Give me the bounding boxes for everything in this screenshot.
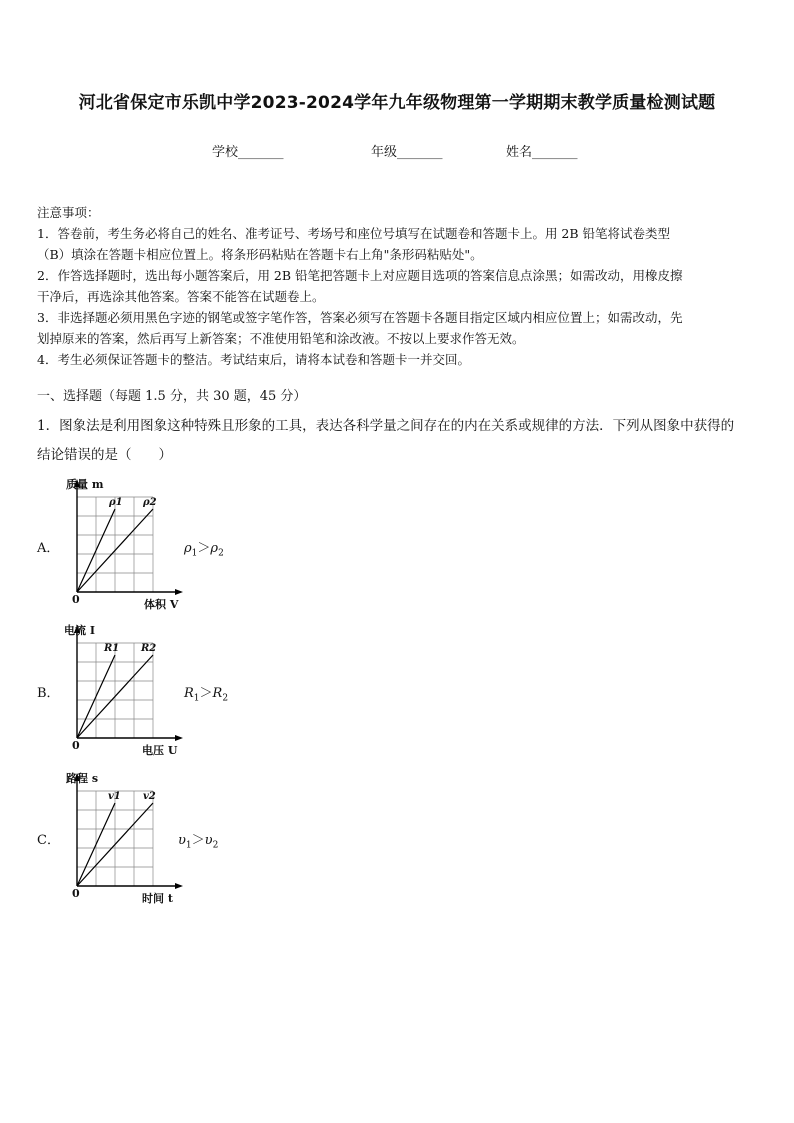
notes-heading: 注意事项： bbox=[37, 205, 100, 220]
graph-grid bbox=[77, 643, 153, 738]
school-field: 学校_______ bbox=[212, 145, 284, 160]
exam-notes bbox=[37, 202, 759, 370]
x-axis-label: 电压 U bbox=[142, 744, 178, 757]
option-c-graph bbox=[60, 770, 190, 910]
x-axis-arrow-icon bbox=[175, 735, 183, 741]
option-a-label: A． bbox=[37, 541, 60, 556]
origin-label: 0 bbox=[72, 887, 80, 900]
exam-title: 河北省保定市乐凯中学2023-2024学年九年级物理第一学期期末教学质量检测试题 bbox=[78, 93, 716, 113]
option-c-conclusion: $\upsilon_1>\upsilon_2$ bbox=[178, 833, 219, 851]
graph-grid bbox=[77, 497, 153, 592]
y-axis-label: 电流 I bbox=[64, 624, 95, 637]
note-line: 划掉原来的答案，然后再写上新答案；不准使用铅笔和涂改液。不按以上要求作答无效。 bbox=[37, 331, 525, 346]
section-heading: 一、选择题（每题 1.5 分，共 30 题，45 分） bbox=[37, 389, 307, 404]
series-label-2: v2 bbox=[143, 791, 156, 802]
x-axis-arrow-icon bbox=[175, 883, 183, 889]
question-text-line2: 结论错误的是（ ） bbox=[37, 447, 172, 463]
origin-label: 0 bbox=[72, 739, 80, 752]
option-a-conclusion: $\rho_1>\rho_2$ bbox=[184, 541, 224, 559]
grade-field: 年级_______ bbox=[371, 145, 443, 160]
note-line: 1．答卷前，考生务必将自己的姓名、准考证号、考场号和座位号填写在试题卷和答题卡上。用 2B 铅笔将试卷类型 bbox=[37, 226, 671, 241]
note-line: （B）填涂在答题卡相应位置上。将条形码粘贴在答题卡右上角"条形码粘贴处"。 bbox=[37, 247, 483, 262]
note-line: 2．作答选择题时，选出每小题答案后，用 2B 铅笔把答题卡上对应题目选项的答案信息点涂黑；如需改动，用橡皮擦 bbox=[37, 268, 683, 283]
y-axis-label: 路程 s bbox=[66, 772, 99, 785]
option-b-graph bbox=[60, 622, 190, 762]
series-label-2: ρ2 bbox=[143, 497, 157, 508]
note-line: 干净后，再选涂其他答案。答案不能答在试题卷上。 bbox=[37, 289, 325, 304]
name-field: 姓名_______ bbox=[506, 145, 578, 160]
option-b-label: B． bbox=[37, 686, 60, 701]
question-1 bbox=[37, 412, 759, 470]
option-a-graph bbox=[60, 476, 190, 616]
graph-grid bbox=[77, 791, 153, 886]
note-line: 3．非选择题必须用黑色字迹的钢笔或签字笔作答，答案必须写在答题卡各题目指定区域内相应位置上；如需改动，先 bbox=[37, 310, 683, 325]
question-text-line1: 1．图象法是利用图象这种特殊且形象的工具，表达各科学量之间存在的内在关系或规律的方法．下列从图象中获得的 bbox=[37, 418, 735, 434]
note-line: 4．考生必须保证答题卡的整洁。考试结束后，请将本试卷和答题卡一并交回。 bbox=[37, 352, 470, 367]
option-b-conclusion: $R_1>R_2$ bbox=[184, 686, 229, 704]
x-axis-label: 体积 V bbox=[144, 598, 179, 611]
option-c-label: C． bbox=[37, 833, 60, 848]
y-axis-label: 质量 m bbox=[66, 478, 104, 491]
series-label-1: R1 bbox=[104, 643, 120, 654]
origin-label: 0 bbox=[72, 593, 80, 606]
series-label-1: v1 bbox=[108, 791, 121, 802]
x-axis-arrow-icon bbox=[175, 589, 183, 595]
series-label-2: R2 bbox=[141, 643, 157, 654]
x-axis-label: 时间 t bbox=[142, 892, 173, 905]
series-label-1: ρ1 bbox=[109, 497, 123, 508]
